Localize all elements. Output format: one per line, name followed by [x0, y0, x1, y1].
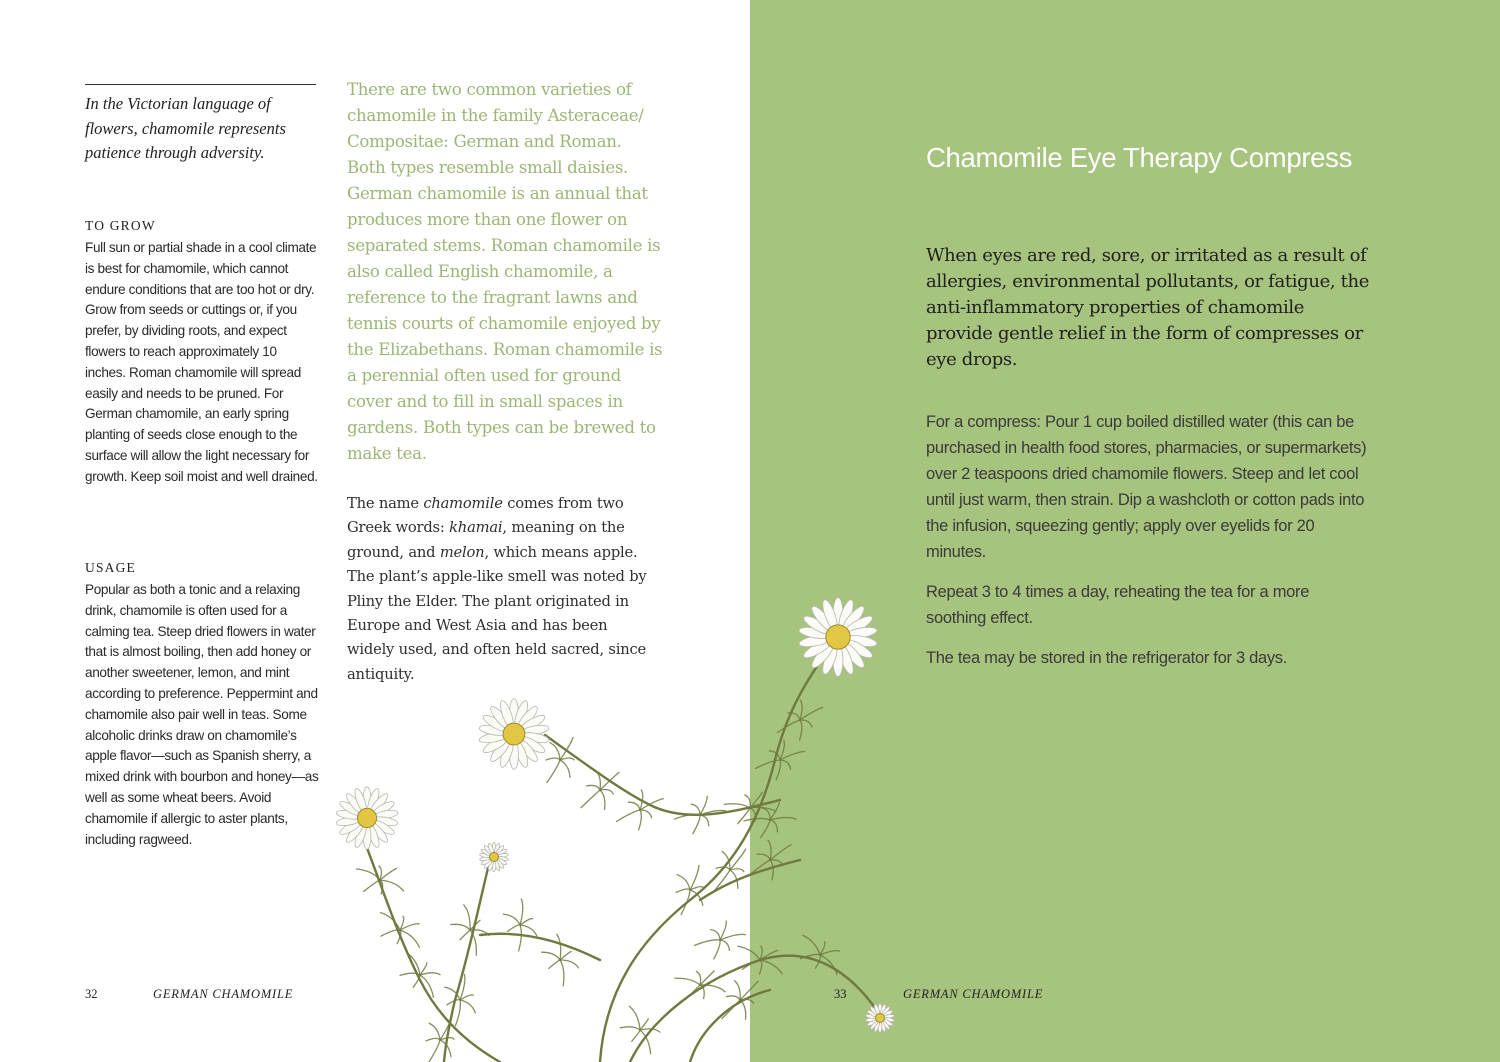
- leaf-frond: [581, 790, 600, 808]
- leaf-frond: [777, 720, 800, 733]
- usage-body: Popular as both a tonic and a relaxing drink, chamomile is often used for a calming tea. Steep dried flowers in water that is almost boiling, then add honey or another sweetener, lemon, and mint according to preference. Peppermint and chamomile also pair well in teas. Some alcoholic drinks draw on chamomile’s apple flavor—such as Spanish sherry, a mixed drink with bourbon and honey—as well as some wheat beers. Avoid chamomile if allergic to aster plants, including ragweed.: [85, 582, 319, 847]
- leaf-frond: [770, 860, 773, 880]
- leaf-frond: [770, 845, 791, 860]
- chamomile-flower-center: [876, 1014, 885, 1023]
- leaf-frond: [460, 930, 470, 940]
- leaf-frond: [800, 720, 802, 740]
- plant-stem: [545, 735, 780, 815]
- leaf-frond: [676, 889, 690, 892]
- leaf-frond: [560, 952, 571, 960]
- plant-stem: [360, 830, 500, 1062]
- leaf-frond: [691, 804, 700, 815]
- leaf-frond: [519, 925, 522, 951]
- leaf-frond: [632, 1030, 640, 1041]
- leaf-frond: [720, 934, 745, 940]
- leaf-frond: [503, 914, 520, 925]
- leaf-frond: [726, 996, 740, 1000]
- recipe-title: Chamomile Eye Therapy Compress: [926, 142, 1353, 173]
- leaf-frond: [780, 760, 791, 769]
- leaf-frond: [640, 1019, 648, 1030]
- leaf-frond: [677, 875, 690, 890]
- leaf-frond: [675, 978, 700, 985]
- leaf-frond: [720, 940, 729, 950]
- leaf-frond: [560, 737, 573, 760]
- plant-stem: [700, 860, 800, 900]
- leaf-frond: [420, 973, 440, 975]
- leaf-frond: [800, 700, 802, 720]
- leaf-frond: [639, 810, 642, 830]
- leaf-frond: [770, 820, 777, 832]
- leaf-frond: [700, 815, 709, 826]
- leaf-frond: [617, 810, 640, 821]
- leaf-frond: [587, 785, 600, 790]
- leaf-frond: [780, 752, 805, 760]
- leaf-frond: [820, 951, 840, 955]
- leaf-frond: [738, 946, 760, 960]
- chamomile-flower-center: [490, 853, 499, 862]
- leaf-frond: [711, 930, 720, 940]
- name-origin-italic-chamomile: chamomile: [423, 495, 503, 512]
- name-origin-italic-khamai: khamai: [449, 519, 503, 537]
- leaf-frond: [722, 1000, 740, 1019]
- leaf-frond: [428, 1040, 440, 1062]
- name-origin-text-1: The name: [347, 495, 424, 512]
- page-number-left: 32: [85, 987, 98, 1001]
- name-origin-text-3: , meaning on the ground, and: [347, 519, 625, 561]
- plant-stem: [444, 860, 490, 1062]
- leaf-frond: [542, 952, 560, 960]
- to-grow-heading: TO GROW: [85, 218, 156, 233]
- leaf-frond: [546, 758, 560, 760]
- to-grow-body: Full sun or partial shade in a cool climate is best for chamomile, which cannot endure conditions that are too hot or dry. Grow from seeds or cuttings or, if you prefer, by dividing roots, and expect flowers to reach approximately 10 inches. Roman chamomile will spread easily and needs to be pruned. For German chamomile, an early spring planting of seeds close enough to the surface will allow the light necessary for growth. Keep soil moist and well drained.: [85, 240, 318, 484]
- chamomile-flower-center: [357, 808, 376, 827]
- recipe-step-repeat: Repeat 3 to 4 times a day, reheating the tea for a more soothing effect.: [926, 583, 1310, 627]
- leaf-frond: [460, 1000, 475, 1013]
- usage-heading: USAGE: [85, 560, 137, 575]
- leaf-frond: [560, 758, 574, 760]
- leaf-frond: [760, 960, 762, 974]
- leaf-frond: [744, 818, 770, 820]
- leaf-frond: [560, 760, 570, 777]
- leaf-frond: [700, 796, 707, 815]
- sidebar-quote: In the Victorian language of flowers, chamomile represents patience through adversity.: [85, 94, 286, 162]
- leaf-frond: [686, 985, 700, 999]
- leaf-frond: [560, 960, 564, 986]
- plant-stem: [690, 990, 770, 1062]
- leaf-frond: [690, 866, 699, 890]
- leaf-frond: [757, 854, 770, 860]
- leaf-frond: [800, 707, 823, 720]
- leaf-frond: [451, 924, 470, 930]
- name-origin-italic-melon: melon: [439, 543, 485, 561]
- leaf-frond: [755, 760, 780, 768]
- plant-stem: [480, 934, 600, 960]
- leaf-frond: [426, 1038, 440, 1040]
- leaf-frond: [364, 880, 380, 891]
- leaf-frond: [760, 960, 782, 974]
- plant-stem: [630, 956, 880, 1062]
- chamomile-flower-center: [826, 625, 850, 649]
- leaf-frond: [695, 940, 720, 946]
- page-number-right: 33: [834, 987, 847, 1001]
- name-origin-text-4: , which means apple. The plant’s apple-like smell was noted by Pliny the Elder. The plant originated in Europe and West Asia and has been widely used, and often held sacred, since antiquity.: [347, 543, 647, 683]
- name-origin-text-2: comes from two Greek words:: [347, 495, 624, 537]
- leaf-frond: [749, 860, 770, 875]
- sidebar-top-rule: [85, 84, 316, 85]
- varieties-paragraph: There are two common varieties of chamomile in the family Asteraceae/ Compositae: German and Roman. Both types resemble small daisies. German chamomile is an annual that produces more than one flower on separated stems. Roman chamomile is also called English chamomile, a reference to the fragrant lawns and tennis courts of chamomile enjoyed by the Elizabethans. Roman chamomile is a perennial often used for ground cover and to fill in small spaces in gardens. Both types can be brewed to make tea.: [347, 80, 663, 463]
- leaf-frond: [761, 820, 770, 838]
- leaf-frond: [520, 899, 523, 925]
- leaf-frond: [730, 849, 746, 870]
- recipe-step-compress: For a compress: Pour 1 cup boiled distilled water (this can be purchased in health food stores, pharmacies, or supermarkets) over 2 teaspoons dried chamomile flowers. Steep and let cool until just warm, then strain. Dip a washcloth or cotton pads into the infusion, squeezing gently; apply over eyelids for 20 minutes.: [926, 413, 1367, 561]
- leaf-frond: [628, 802, 640, 810]
- plant-stem: [600, 640, 835, 1062]
- recipe-intro: When eyes are red, sore, or irritated as a result of allergies, environmental pollutants, or fatigue, the anti-inflammatory properties of chamomile provide gentle relief in the form of compresses or eye drops.: [926, 245, 1370, 370]
- leaf-frond: [429, 1023, 440, 1040]
- name-origin-paragraph: [347, 492, 659, 687]
- leaf-frond: [760, 946, 762, 960]
- leaf-frond: [803, 935, 820, 955]
- leaf-frond: [620, 1027, 640, 1030]
- leaf-frond: [508, 925, 520, 931]
- recipe-step-storage: The tea may be stored in the refrigerator for 3 days.: [926, 649, 1288, 667]
- leaf-frond: [549, 960, 560, 968]
- running-head-left: GERMAN CHAMOMILE: [153, 987, 294, 1001]
- leaf-frond: [714, 940, 720, 959]
- leaf-frond: [720, 921, 726, 940]
- leaf-frond: [776, 760, 780, 780]
- leaf-frond: [547, 760, 560, 783]
- chamomile-flower-center: [503, 723, 525, 745]
- running-head-right: GERMAN CHAMOMILE: [903, 987, 1044, 1001]
- leaf-frond: [693, 815, 700, 834]
- leaf-frond: [770, 818, 796, 820]
- leaf-frond: [455, 1000, 460, 1026]
- leaf-frond: [380, 869, 396, 880]
- leaf-frond: [730, 870, 738, 888]
- leaf-frond: [600, 790, 605, 809]
